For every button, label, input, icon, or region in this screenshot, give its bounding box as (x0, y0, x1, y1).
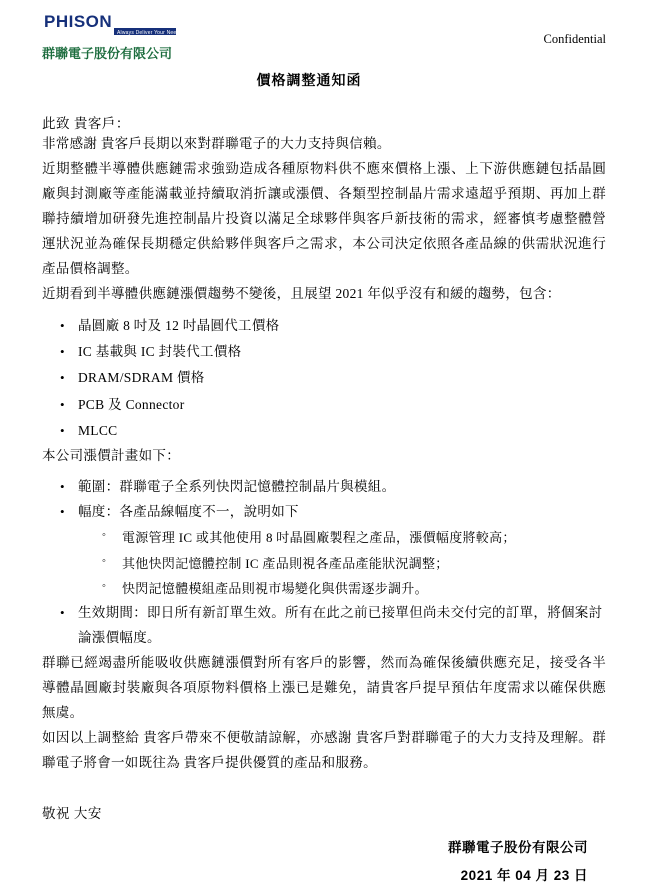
signature-block (42, 836, 606, 884)
paragraph-4: 群聯已經竭盡所能吸收供應鏈漲價對所有客戶的影響，然而為確保後續供應充足，接受各半導體晶圓廠封裝廠與各項原物料價格上漲已是難免，請貴客戶提早預估年度需求以確保供應無虞。 (42, 655, 606, 721)
confidential-label: Confidential (543, 32, 606, 46)
list-item-label: IC 基載與 IC 封裝代工價格 (78, 344, 242, 360)
plan-list (42, 475, 606, 651)
bullet-icon: • (60, 479, 65, 495)
paragraph-2: 近期整體半導體供應鏈需求強勁造成各種原物料供不應來價格上漲、上下游供應鏈包括晶圓廠與封測廠等產能滿載並持續取消折讓或漲價、各類型控制晶片需求遠超乎預期、再加上群聯持續增加研發先進控制晶片投資以滿足全球夥伴與客戶新技術的需求，經審慎考慮整體營運狀況並為確保長期穩定供給夥伴與客戶之需求，本公司決定依照各產品線的供需狀況進行產品價格調整。 (42, 160, 606, 276)
list-item (42, 339, 606, 365)
document-header (0, 0, 658, 61)
list-item (42, 601, 606, 651)
list-item (42, 313, 606, 339)
bullet-icon: • (60, 423, 65, 439)
list-item (42, 500, 606, 601)
list-item-label: MLCC (78, 423, 118, 439)
bullet-icon: • (60, 317, 65, 333)
paragraph-1: 非常感謝 貴客戶長期以來對群聯電子的大力支持與信賴。 (42, 136, 391, 151)
plan-sublist (78, 525, 606, 601)
sub-bullet-icon: ◦ (102, 554, 107, 567)
list-item (78, 525, 606, 550)
company-logo (42, 12, 182, 62)
list-item-label: 範圍：群聯電子全系列快閃記憶體控制晶片與模組。 (78, 479, 396, 495)
phison-logo-icon (42, 12, 182, 42)
bullet-icon: • (60, 344, 65, 360)
list-item (42, 418, 606, 444)
bullet-icon: • (60, 396, 65, 412)
list-item-label: 快閃記憶體模組產品則視市場變化與供需逐步調升。 (122, 580, 428, 596)
bullet-icon: • (60, 605, 65, 621)
list-item-label: 其他快閃記憶體控制 IC 產品則視各產品產能狀況調整； (122, 555, 449, 571)
plan-heading: 本公司漲價計畫如下： (42, 448, 180, 464)
salutation: 此致 貴客戶： (42, 116, 130, 131)
trend-list (42, 313, 606, 445)
list-item-label: 晶圓廠 8 吋及 12 吋晶圓代工價格 (78, 317, 280, 333)
document-body (0, 70, 658, 884)
list-item (42, 365, 606, 391)
sub-bullet-icon: ◦ (102, 579, 107, 592)
list-item-label: DRAM/SDRAM 價格 (78, 370, 205, 386)
bullet-icon: • (60, 370, 65, 386)
logo-company-name-cn: 群聯電子股份有限公司 (42, 46, 173, 61)
list-item-label: 幅度：各產品線幅度不一，說明如下 (78, 504, 299, 520)
paragraph-5: 如因以上調整給 貴客戶帶來不便敬請諒解，亦感謝 貴客戶對群聯電子的大力支持及理解。群聯電子將會一如既往為 貴客戶提供優質的產品和服務。 (42, 730, 606, 771)
list-item (78, 551, 606, 576)
list-item-label: 電源管理 IC 或其他使用 8 吋晶圓廠製程之產品，漲價幅度將較高； (122, 530, 516, 546)
signature-company: 群聯電子股份有限公司 (448, 840, 588, 856)
list-item-label: PCB 及 Connector (78, 396, 185, 412)
svg-text:PHISON: PHISON (44, 12, 113, 31)
signature-date: 2021 年 04 月 23 日 (460, 868, 588, 884)
list-item (42, 392, 606, 418)
closing-text: 敬祝 大安 (42, 806, 102, 822)
bullet-icon: • (60, 504, 65, 520)
sub-bullet-icon: ◦ (102, 529, 107, 542)
paragraph-3: 近期看到半導體供應鏈漲價趨勢不變後，且展望 2021 年似乎沒有和緩的趨勢，包含： (42, 285, 561, 301)
list-item (78, 576, 606, 601)
page-title: 價格調整通知函 (256, 74, 362, 89)
svg-text:Always Deliver Your Need: Always Deliver Your Need (117, 29, 180, 36)
list-item-label: 生效期間：即日所有新訂單生效。所有在此之前已接單但尚未交付完的訂單，將個案討論漲價幅度。 (78, 605, 603, 646)
list-item (42, 475, 606, 500)
